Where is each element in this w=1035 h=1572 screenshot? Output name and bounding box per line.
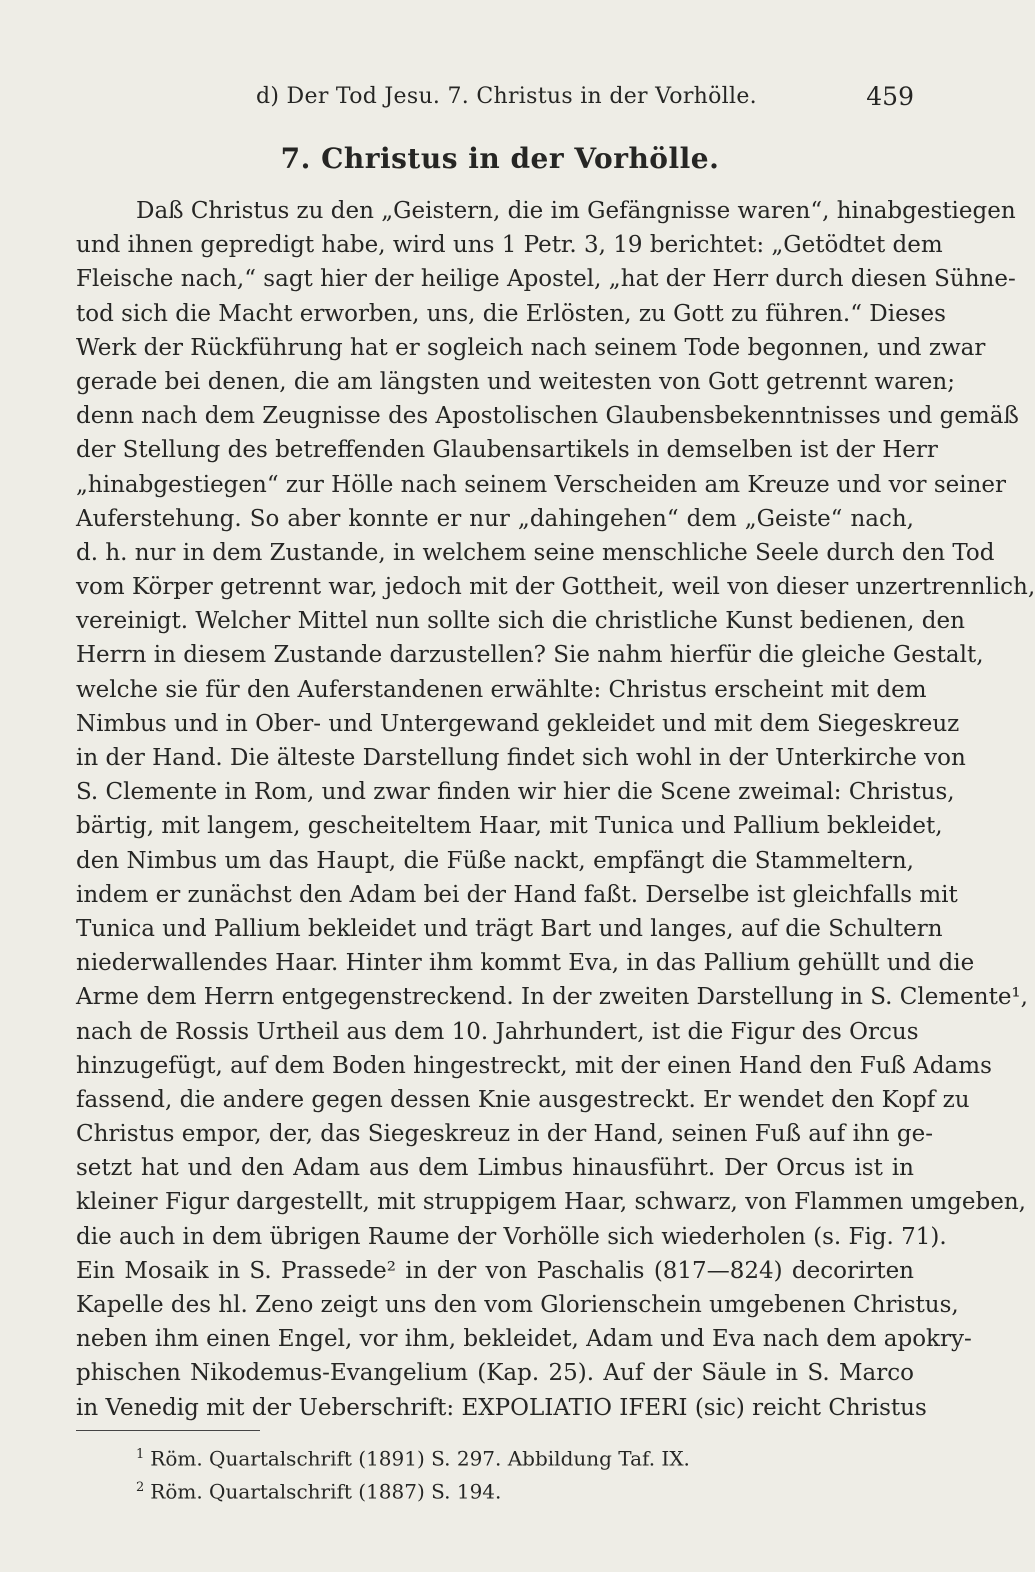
text-line: die auch in dem übrigen Raume der Vorhölle sich wiederholen (s. Fig. 71). xyxy=(76,1223,947,1250)
text-line: phischen Nikodemus-Evangelium (Kap. 25). Auf der Säule in S. Marco xyxy=(76,1360,914,1387)
text-line: gerade bei denen, die am längsten und weitesten von Gott getrennt waren; xyxy=(76,368,955,395)
text-line: „hinabgestiegen“ zur Hölle nach seinem Verscheiden am Kreuze und vor seiner xyxy=(76,471,1007,498)
text-line: S. Clemente in Rom, und zwar finden wir hier die Scene zweimal: Christus, xyxy=(76,779,955,806)
text-line: Arme dem Herrn entgegenstreckend. In der zweiten Darstellung in S. Clemente¹, xyxy=(76,984,1028,1011)
text-line: den Nimbus um das Haupt, die Füße nackt, empfängt die Stammeltern, xyxy=(76,847,914,874)
footnote-text: Röm. Quartalschrift (1887) S. 194. xyxy=(150,1479,502,1504)
text-line: welche sie für den Auferstandenen erwählte: Christus erscheint mit dem xyxy=(76,676,927,703)
text-line: niederwallendes Haar. Hinter ihm kommt Eva, in das Pallium gehüllt und die xyxy=(76,950,975,977)
text-line: bärtig, mit langem, gescheiteltem Haar, mit Tunica und Pallium bekleidet, xyxy=(76,813,943,840)
text-line: d. h. nur in dem Zustande, in welchem seine menschliche Seele durch den Tod xyxy=(76,539,995,566)
footnote-mark: 1 xyxy=(136,1447,145,1462)
text-line: in Venedig mit der Ueberschrift: EXPOLIATIO IFERI (sic) reicht Christus xyxy=(76,1394,927,1421)
text-line: neben ihm einen Engel, vor ihm, bekleidet, Adam und Eva nach dem apokry- xyxy=(76,1326,972,1353)
text-line: Auferstehung. So aber konnte er nur „dahingehen“ dem „Geiste“ nach, xyxy=(76,505,914,532)
text-line: in der Hand. Die älteste Darstellung findet sich wohl in der Unterkirche von xyxy=(76,745,966,771)
text-line: fassend, die andere gegen dessen Knie ausgestreckt. Er wendet den Kopf zu xyxy=(76,1086,970,1113)
running-head-title: d) Der Tod Jesu. 7. Christus in der Vorhölle. xyxy=(256,84,757,109)
text-line: vom Körper getrennt war, jedoch mit der Gottheit, weil von dieser unzertrennlich, xyxy=(76,574,1035,601)
footnote xyxy=(136,1438,836,1471)
text-line: vereinigt. Welcher Mittel nun sollte sich die christliche Kunst bedienen, den xyxy=(76,608,965,635)
footnote-mark: 2 xyxy=(136,1480,145,1495)
body-text xyxy=(76,194,1035,1425)
text-line: und ihnen gepredigt habe, wird uns 1 Petr. 3, 19 berichtet: „Getödtet dem xyxy=(76,232,943,259)
footnote xyxy=(136,1471,836,1504)
text-line: nach de Rossis Urtheil aus dem 10. Jahrhundert, ist die Figur des Orcus xyxy=(76,1018,919,1045)
section-heading: 7. Christus in der Vorhölle. xyxy=(280,142,720,175)
text-line: Daß Christus zu den „Geistern, die im Gefängnisse waren“, hinabgestiegen xyxy=(136,198,1016,224)
text-line: der Stellung des betreffenden Glaubensartikels in demselben ist der Herr xyxy=(76,437,938,464)
text-line: Werk der Rückführung hat er sogleich nach seinem Tode begonnen, und zwar xyxy=(76,334,986,361)
footnotes xyxy=(136,1438,836,1504)
text-line: kleiner Figur dargestellt, mit struppigem Haar, schwarz, von Flammen umgeben, xyxy=(76,1189,1026,1216)
text-line: tod sich die Macht erworben, uns, die Erlösten, zu Gott zu führen.“ Dieses xyxy=(76,300,946,327)
text-line: Nimbus und in Ober- und Untergewand gekleidet und mit dem Siegeskreuz xyxy=(76,710,960,737)
text-line: indem er zunächst den Adam bei der Hand faßt. Derselbe ist gleichfalls mit xyxy=(76,881,958,908)
page-number: 459 xyxy=(866,82,914,111)
text-line: setzt hat und den Adam aus dem Limbus hinausführt. Der Orcus ist in xyxy=(76,1155,914,1182)
footnote-rule xyxy=(76,1430,260,1431)
text-line: hinzugefügt, auf dem Boden hingestreckt, mit der einen Hand den Fuß Adams xyxy=(76,1052,992,1079)
text-line: Tunica und Pallium bekleidet und trägt Bart und langes, auf die Schultern xyxy=(76,915,943,942)
text-line: Kapelle des hl. Zeno zeigt uns den vom Glorienschein umgebenen Christus, xyxy=(76,1292,959,1318)
footnote-text: Röm. Quartalschrift (1891) S. 297. Abbildung Taf. IX. xyxy=(150,1446,690,1471)
text-line: Herrn in diesem Zustande darzustellen? Sie nahm hierfür die gleiche Gestalt, xyxy=(76,642,984,669)
text-line: denn nach dem Zeugnisse des Apostolischen Glaubensbekenntnisses und gemäß xyxy=(76,403,1019,430)
text-line: Ein Mosaik in S. Prassede² in der von Paschalis (817—824) decorirten xyxy=(76,1257,914,1284)
text-line: Christus empor, der, das Siegeskreuz in der Hand, seinen Fuß auf ihn ge- xyxy=(76,1121,933,1148)
text-line: Fleische nach,“ sagt hier der heilige Apostel, „hat der Herr durch diesen Sühne- xyxy=(76,266,1016,293)
running-head xyxy=(76,84,914,118)
